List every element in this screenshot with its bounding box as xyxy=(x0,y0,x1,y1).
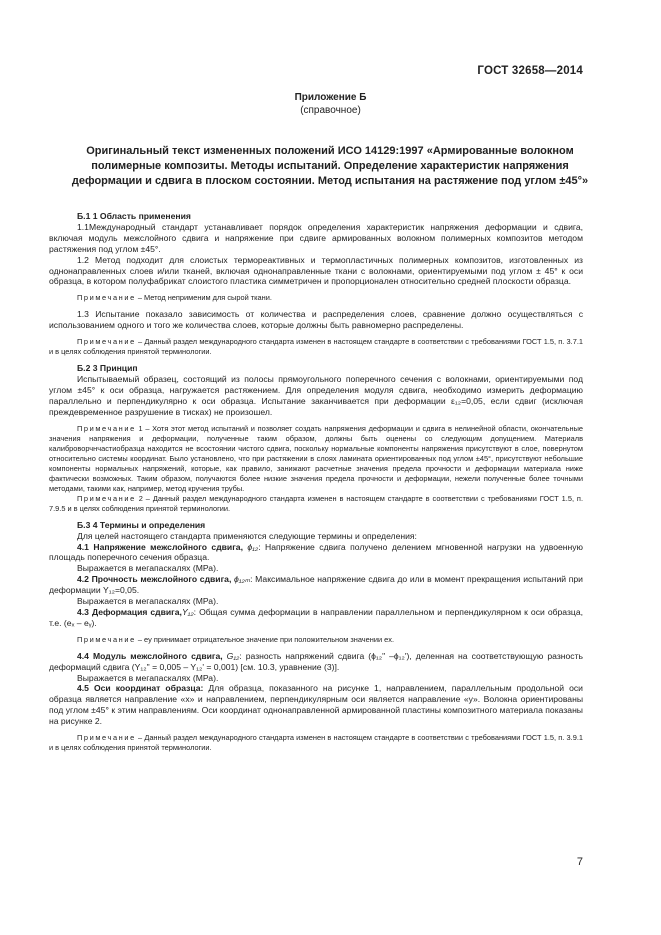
term-label: 4.2 Прочность межслойного сдвига, xyxy=(77,574,234,585)
note-label: Примечание xyxy=(77,337,136,347)
note xyxy=(49,635,583,645)
annex-heading xyxy=(0,91,661,117)
note-text: – eу принимает отрицательное значение при положительном значении ex. xyxy=(135,634,395,644)
term-label: 4.4 Модуль межслойного сдвига, xyxy=(77,650,227,661)
note-label: Примечание xyxy=(77,293,136,303)
paragraph: 1.2 Метод подходит для слоистых термореактивных и термопластичных полимерных композитов, изготовленных из однонаправленных слоев и/или тканей, включая однонаправленные ткани с волокнами, ориентируемыми под углом ± 45° к оси образца, в котором полуфабрикат слоистого пластика симметричен и пропорционален относительно средней плоскости образца. xyxy=(49,254,583,287)
page-number: 7 xyxy=(576,856,583,868)
paragraph: 1.1Международный стандарт устанавливает порядок определения характеристик напряжения деформации и сдвига, включая модуль межслойного сдвига и напряжение при сдвиге армированных волокном полимерных композитов методом растяжения под углом ±45°. xyxy=(49,221,583,254)
annex-title: Приложение Б xyxy=(294,92,367,103)
note-label: Примечание xyxy=(77,634,136,644)
standard-number: ГОСТ 32658—2014 xyxy=(477,65,583,77)
term-4-4 xyxy=(49,651,583,673)
term-label: 4.1 Напряжение межслойного сдвига, xyxy=(77,541,248,552)
note-text: – Данный раздел международного стандарта изменен в настоящем стандарте в соответствии с требованиями ГОСТ 1.5, п. 3.9.1 и в целях соблюдения принятой терминологии. xyxy=(49,733,583,753)
note-label: Примечание xyxy=(77,493,136,503)
note-text: – Метод неприменим для сырой ткани. xyxy=(135,293,272,303)
document-title: Оригинальный текст измененных положений ИСО 14129:1997 «Армированные волокном полимерные композиты. Методы испытаний. Определение характеристик напряжения деформации и сдвига в плоском состоянии. Метод испытания на растяжение под углом ±45°» xyxy=(71,145,589,187)
term-symbol: G₁₂ xyxy=(226,650,240,661)
annex-subtitle: (справочное) xyxy=(300,105,361,116)
note xyxy=(49,733,583,753)
term-definition: : Общая сумма деформации в направлении параллельном и перпендикулярном к оси образца, т.е. (eₓ – eᵧ). xyxy=(49,606,584,628)
term-4-2 xyxy=(49,574,583,596)
paragraph: Испытываемый образец, состоящий из полосы прямоугольного поперечного сечения с волокнами, ориентируемыми под углом ±45° к оси образца, нагружается растяжением. Для определения модуля сдвига, необходимо измерить деформацию параллельно и перпендикулярно к оси образца. Испытание заканчивается при деформации ε₁₂=0,05, если сдвиг (исключая преждевременное разрушение в тисках) не произошел. xyxy=(49,374,583,417)
note-text: – Данный раздел международного стандарта изменен в настоящем стандарте в соответствии с требованиями ГОСТ 1.5, п. 3.7.1 и в целях соблюдения принятой терминологии. xyxy=(49,337,583,357)
term-label: 4.3 Деформация сдвига, xyxy=(77,606,182,617)
section-heading-principle: Б.2 3 Принцип xyxy=(77,363,138,374)
section-heading-terms: Б.3 4 Термины и определения xyxy=(77,519,206,530)
note-text: 1 – Хотя этот метод испытаний и позволяет создать напряжения деформации и сдвига в нелинейной области, окончательные значения напряжения и деформации, полученные таким образом, должны быть оценены со следующим допущением. Материалв калиброворчнчастиобразца находится не всостоянии чистого сдвига, поскольку нормальные компоненты напряжения присутствуют в слое, повернутом относительно системы координат. Было установлено, что при растяжении в слоях ламината ориентированных под углом ±45°, присутствуют небольшие компоненты нормальных напряжений, которые, как правило, занижают расчетные значения предела прочности и деформации материала ниже фактически возможных. Таким образом, получаются более низкие значения предела прочности и деформации, нежели полученные более точными методами, такими как, например, метод кручения трубы. xyxy=(49,423,583,493)
term-4-1 xyxy=(49,542,583,564)
term-symbol: Y₁₂ xyxy=(181,606,194,617)
document-body xyxy=(49,211,583,753)
note xyxy=(49,424,583,494)
note xyxy=(49,494,583,514)
paragraph: Для целей настоящего стандарта применяются следующие термины и определения: xyxy=(77,530,417,541)
paragraph: 1.3 Испытание показало зависимость от количества и распределения слоев, сравнение должно осуществляться с использованием одного и того же количества слоев, которые должны быть равномерно распределены. xyxy=(49,309,583,331)
term-definition: : Напряжение сдвига получено делением мгновенной нагрузки на удвоенную площадь поперечного сечения образца. xyxy=(49,541,584,563)
unit-line: Выражается в мегапаскалях (МРа). xyxy=(77,672,219,683)
section-heading-scope: Б.1 1 Область применения xyxy=(77,211,191,221)
term-definition: Для образца, показанного на рисунке 1, направлением, параллельным продольной оси образца является направление «x» и направлением, перпендикулярным оси является направление «y». Волокна ориентированы под углом ±45° к этим направлениям. Оси координат однонаправленной армированной пластины композитного материала показаны на рисунке 2. xyxy=(49,683,583,727)
term-definition: : разность напряжений сдвига (ɸ₁₂" –ɸ₁₂'), деленная на соответствующую разность деформаций сдвига (Y₁₂" = 0,005 – Y₁₂' = 0,001) [см. 10.3, уравнение (3)]. xyxy=(49,650,583,672)
unit-line: Выражается в мегапаскалях (МРа). xyxy=(77,563,219,574)
note-text: 2 – Данный раздел международного стандарта изменен в настоящем стандарте в соответствии с требованиями ГОСТ 1.5, п. 7.9.5 и в целях соблюдения принятой терминологии. xyxy=(49,493,583,513)
term-symbol: ɸ₁₂ₘ xyxy=(234,574,251,585)
note xyxy=(49,293,583,303)
term-definition: : Максимальное напряжение сдвига до или в момент прекращения испытаний при деформации Y₁₂=0,05. xyxy=(49,574,583,596)
note xyxy=(49,337,583,357)
note-label: Примечание xyxy=(77,733,136,743)
term-symbol: ɸ₁₂ xyxy=(247,541,259,552)
term-4-5 xyxy=(49,683,583,727)
term-4-3 xyxy=(49,607,583,629)
term-label: 4.5 Оси координат образца: xyxy=(77,683,204,694)
note-label: Примечание xyxy=(77,423,136,433)
unit-line: Выражается в мегапаскалях (МРа). xyxy=(77,596,219,607)
